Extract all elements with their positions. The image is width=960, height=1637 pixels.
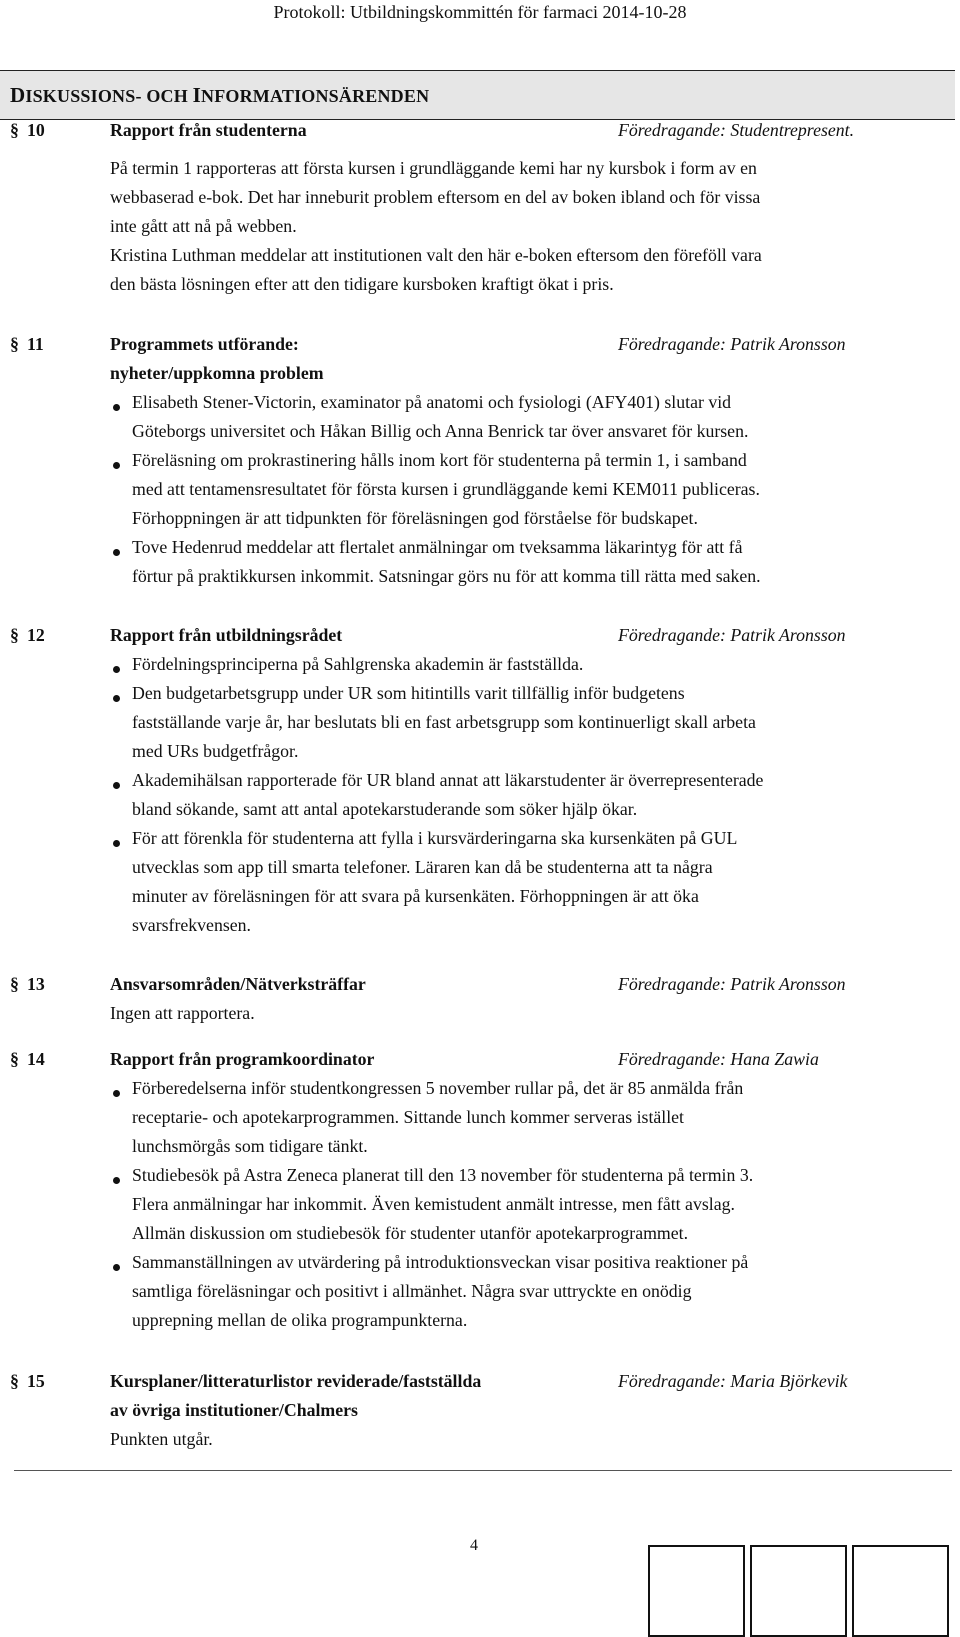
page-header-title: Protokoll: Utbildningskommittén för farmaci 2014-10-28 bbox=[273, 2, 687, 22]
signature-box bbox=[648, 1545, 745, 1637]
item-number: 15 bbox=[27, 1371, 45, 1391]
bullet-line: svarsfrekvensen. bbox=[132, 915, 251, 935]
item-presenter: Föredragande: Maria Björkevik bbox=[618, 1371, 848, 1391]
section-heading-d-cap: D bbox=[10, 83, 26, 107]
signature-box bbox=[750, 1545, 847, 1637]
bullet-line: förtur på praktikkursen inkommit. Satsningar görs nu för att komma till rätta med saken. bbox=[132, 566, 761, 586]
paragraph-symbol: § bbox=[10, 1371, 19, 1391]
item-number: 14 bbox=[27, 1049, 45, 1069]
item-number: 13 bbox=[27, 974, 45, 994]
section-heading-i-cap: I bbox=[192, 83, 202, 107]
page-number: 4 bbox=[470, 1537, 478, 1554]
bullet-line: Elisabeth Stener-Victorin, examinator på anatomi och fysiologi (AFY401) slutar vid bbox=[132, 392, 732, 412]
section-heading bbox=[10, 83, 429, 108]
body-line: Kristina Luthman meddelar att institutionen valt den här e-boken eftersom den föreföll vara bbox=[110, 245, 762, 265]
bullet-icon bbox=[113, 695, 120, 702]
item-title: Kursplaner/litteraturlistor reviderade/fastställda bbox=[110, 1371, 482, 1391]
bullet-line: Sammanställningen av utvärdering på introduktionsveckan visar positiva reaktioner på bbox=[132, 1252, 749, 1272]
bullet-icon bbox=[113, 462, 120, 469]
item-title: Rapport från utbildningsrådet bbox=[110, 625, 343, 645]
bullet-line: utvecklas som app till smarta telefoner. Läraren kan då be studenterna att ta några bbox=[132, 857, 713, 877]
bullet-line: Akademihälsan rapporterade för UR bland annat att läkarstudenter är överrepresenterade bbox=[132, 770, 764, 790]
bullet-line: samtliga föreläsningar och positivt i allmänhet. Några svar uttryckte en onödig bbox=[132, 1281, 692, 1301]
body-line: den bästa lösningen efter att den tidigare kursboken kraftigt ökat i pris. bbox=[110, 274, 614, 294]
bullet-icon bbox=[113, 782, 120, 789]
item-presenter: Föredragande: Patrik Aronsson bbox=[618, 625, 846, 645]
item-title-continued: av övriga institutioner/Chalmers bbox=[110, 1400, 358, 1420]
section-heading-bar bbox=[0, 70, 955, 120]
item-title: Rapport från programkoordinator bbox=[110, 1049, 375, 1069]
bullet-line: Göteborgs universitet och Håkan Billig och Anna Benrick tar över ansvaret för kursen. bbox=[132, 421, 749, 441]
bullet-line: med att tentamensresultatet för första kursen i grundläggande kemi KEM011 publiceras. bbox=[132, 479, 760, 499]
bullet-line: upprepning mellan de olika programpunkterna. bbox=[132, 1310, 468, 1330]
paragraph-symbol: § bbox=[10, 625, 19, 645]
section-heading-i-rest: NFORMATIONSÄRENDEN bbox=[201, 86, 430, 106]
item-title: Rapport från studenterna bbox=[110, 120, 307, 140]
body-line: inte gått att nå på webben. bbox=[110, 216, 297, 236]
item-presenter: Föredragande: Hana Zawia bbox=[618, 1049, 819, 1069]
bullet-icon bbox=[113, 1090, 120, 1097]
bullet-line: Flera anmälningar har inkommit. Även kemistudent anmält intresse, men fått avslag. bbox=[132, 1194, 735, 1214]
bullet-line: Föreläsning om prokrastinering hålls inom kort för studenterna på termin 1, i samband bbox=[132, 450, 747, 470]
bullet-line: Allmän diskussion om studiebesök för studenter utanför apotekarprogrammet. bbox=[132, 1223, 689, 1243]
bullet-line: För att förenkla för studenterna att fylla i kursvärderingarna ska kursenkäten på GUL bbox=[132, 828, 738, 848]
bullet-line: receptarie- och apotekarprogrammen. Sittande lunch kommer serveras istället bbox=[132, 1107, 684, 1127]
item-title-continued: nyheter/uppkomna problem bbox=[110, 363, 324, 383]
paragraph-symbol: § bbox=[10, 334, 19, 354]
bullet-line: bland sökande, samt att antal apotekarstuderande som söker hjälp ökar. bbox=[132, 799, 638, 819]
footer-divider bbox=[14, 1470, 952, 1471]
bullet-icon bbox=[113, 840, 120, 847]
bullet-line: Fördelningsprinciperna på Sahlgrenska akademin är fastställda. bbox=[132, 654, 584, 674]
item-number: 11 bbox=[27, 334, 44, 354]
body-line: Ingen att rapportera. bbox=[110, 1003, 255, 1023]
item-title: Programmets utförande: bbox=[110, 334, 299, 354]
bullet-icon bbox=[113, 1264, 120, 1271]
paragraph-symbol: § bbox=[10, 120, 19, 140]
item-presenter: Föredragande: Studentrepresent. bbox=[618, 120, 855, 140]
bullet-line: minuter av föreläsningen för att svara på kursenkäten. Förhoppningen är att öka bbox=[132, 886, 699, 906]
signature-box bbox=[852, 1545, 949, 1637]
body-line: Punkten utgår. bbox=[110, 1429, 213, 1449]
bullet-line: Studiebesök på Astra Zeneca planerat till den 13 november för studenterna på termin 3. bbox=[132, 1165, 754, 1185]
section-heading-d-rest: ISKUSSIONS bbox=[25, 86, 136, 106]
bullet-line: med URs budgetfrågor. bbox=[132, 741, 299, 761]
bullet-line: Förberedelserna inför studentkongressen 5 november rullar på, det är 85 anmälda från bbox=[132, 1078, 744, 1098]
section-heading-mid: - OCH bbox=[135, 86, 193, 106]
bullet-icon bbox=[113, 404, 120, 411]
bullet-line: Förhoppningen är att tidpunkten för föreläsningen god förståelse för budskapet. bbox=[132, 508, 698, 528]
bullet-icon bbox=[113, 549, 120, 556]
bullet-line: Den budgetarbetsgrupp under UR som hitintills varit tillfällig inför budgetens bbox=[132, 683, 685, 703]
item-title: Ansvarsområden/Nätverksträffar bbox=[110, 974, 366, 994]
bullet-icon bbox=[113, 1177, 120, 1184]
bullet-line: fastställande varje år, har beslutats bli en fast arbetsgrupp som kontinuerligt skall arbeta bbox=[132, 712, 756, 732]
item-presenter: Föredragande: Patrik Aronsson bbox=[618, 974, 846, 994]
paragraph-symbol: § bbox=[10, 1049, 19, 1069]
item-number: 10 bbox=[27, 120, 45, 140]
bullet-line: Tove Hedenrud meddelar att flertalet anmälningar om tveksamma läkarintyg för att få bbox=[132, 537, 743, 557]
paragraph-symbol: § bbox=[10, 974, 19, 994]
body-line: webbaserad e-bok. Det har inneburit problem eftersom en del av boken ibland och för vissa bbox=[110, 187, 761, 207]
item-number: 12 bbox=[27, 625, 45, 645]
bullet-icon bbox=[113, 666, 120, 673]
item-presenter: Föredragande: Patrik Aronsson bbox=[618, 334, 846, 354]
body-line: På termin 1 rapporteras att första kursen i grundläggande kemi har ny kursbok i form av en bbox=[110, 158, 757, 178]
bullet-line: lunchsmörgås som tidigare tänkt. bbox=[132, 1136, 368, 1156]
